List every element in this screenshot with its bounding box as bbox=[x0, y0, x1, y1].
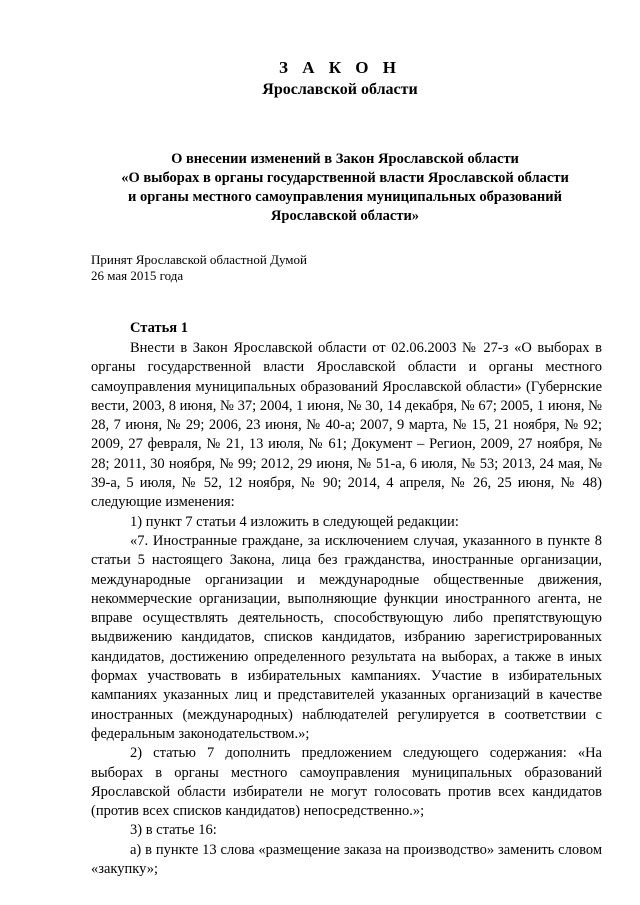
heading-line: Ярославской области» bbox=[270, 208, 420, 224]
article-body bbox=[91, 339, 602, 879]
adoption-body: Принят Ярославской областной Думой bbox=[91, 252, 307, 267]
heading-line: «О выборах в органы государственной власти Ярославской области bbox=[121, 170, 569, 186]
article-heading: Статья 1 bbox=[130, 320, 188, 336]
heading-line: О внесении изменений в Закон Ярославской области bbox=[171, 151, 519, 167]
paragraph: а) в пункте 13 слова «размещение заказа на производство» заменить словом «закупку»; bbox=[91, 841, 602, 878]
heading-line: и органы местного самоуправления муниципальных образований bbox=[128, 189, 562, 205]
paragraph: 2) статью 7 дополнить предложением следующего содержания: «На выборах в органы местного самоуправления муниципальных образований Ярославской области избиратели не могут голосовать против всех кандидатов (против всех списков кандидатов) непосредственно.»; bbox=[91, 745, 602, 820]
paragraph: 3) в статье 16: bbox=[130, 822, 217, 839]
adoption-note bbox=[91, 252, 307, 284]
paragraph: Внести в Закон Ярославской области от 02.06.2003 № 27-з «О выборах в органы государственной власти Ярославской области и органы местного самоуправления муниципальных образований Ярославской области» (Губернские вести, 2003, 8 июня, № 37; 2004, 1 июня, № 30, 14 декабря, № 67; 2005, 1 июня, № 28, 7 июня, № 29; 2006, 23 июня, № 40-а; 2007, 9 марта, № 15, 21 ноября, № 92; 2009, 27 февраля, № 21, 13 июля, № 61; Документ – Регион, 2009, 27 ноября, № 28; 2011, 30 ноября, № 99; 2012, 29 июня, № 51-а, 6 июля, № 53; 2013, 24 мая, № 39-а, 5 июля, № 52, 12 ноября, № 90; 2014, 4 апреля, № 26, 25 июня, № 48) следующие изменения: bbox=[91, 340, 602, 511]
paragraph: 1) пункт 7 статьи 4 изложить в следующей редакции: bbox=[130, 513, 459, 530]
law-region: Ярославской области bbox=[262, 81, 418, 98]
adoption-date: 26 мая 2015 года bbox=[91, 268, 184, 283]
paragraph: «7. Иностранные граждане, за исключением случая, указанного в пункте 8 статьи 5 настоящего Закона, лица без гражданства, иностранные организации, международные организации и международные общественные движения, некоммерческие организации, выполняющие функции иностранного агента, не вправе осуществлять деятельность, способствующую либо препятствующую выдвижению кандидатов, списков кандидатов, избранию зарегистрированных кандидатов, достижению определенного результата на выборах, а также в иных формах участвовать в избирательных кампаниях. Участие в избирательных кампаниях указанных лиц и представителей указанных организаций в качестве иностранных (международных) наблюдателей регулируется в соответствии с федеральным законодательством.»; bbox=[91, 532, 602, 742]
law-heading bbox=[85, 150, 605, 226]
law-title: З А К О Н bbox=[278, 58, 402, 77]
